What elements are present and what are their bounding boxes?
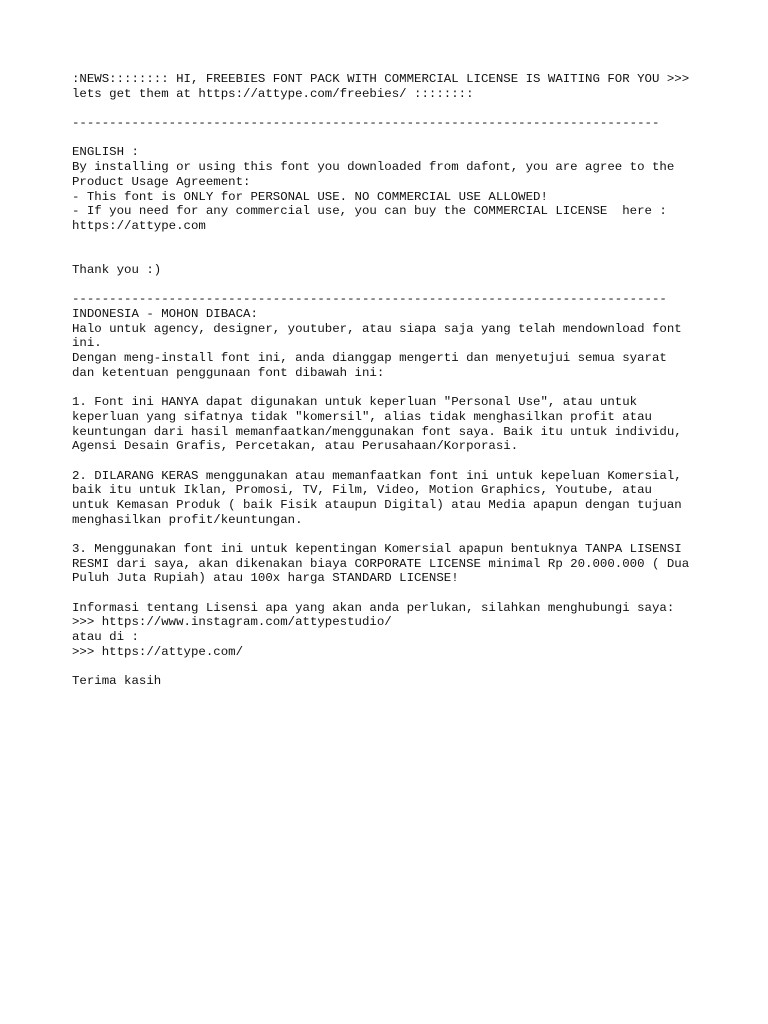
text-line: INDONESIA - MOHON DIBACA: [72, 307, 258, 321]
text-line: ini. [72, 336, 102, 351]
text-line: dan ketentuan penggunaan font dibawah ini: [72, 365, 385, 380]
text-line: untuk Kemasan Produk ( baik Fisik ataupun Digital) atau Media apapun dengan tujuan [72, 497, 682, 512]
blank-line [72, 101, 732, 116]
blank-line [72, 660, 732, 675]
license-document [72, 72, 732, 689]
blank-line [72, 454, 732, 469]
text-line: lets get them at https://attype.com/freebies/ :::::::: [72, 86, 474, 101]
text-line: https://attype.com [72, 218, 206, 233]
text-line: keperluan yang sifatnya tidak "komersil", alias tidak menghasilkan profit atau [72, 409, 652, 424]
text-line: atau di : [72, 630, 139, 645]
blank-line [72, 278, 732, 293]
blank-line [72, 380, 732, 395]
text-line: Terima kasih [72, 674, 162, 689]
text-line: - If you need for any commercial use, you can buy the COMMERCIAL LICENSE here : [72, 204, 667, 219]
text-line: 1. Font ini HANYA dapat digunakan untuk keperluan "Personal Use", atau untuk [72, 395, 638, 410]
text-line: 2. DILARANG KERAS menggunakan atau memanfaatkan font ini untuk kepeluan Komersial, [72, 468, 682, 483]
text-line: Halo untuk agency, designer, youtuber, atau siapa saja yang telah mendownload font [72, 321, 682, 336]
text-line: menghasilkan profit/keuntungan. [72, 512, 303, 527]
text-line: Product Usage Agreement: [72, 174, 251, 189]
text-line: Thank you :) [72, 262, 162, 277]
blank-line [72, 527, 732, 542]
blank-line [72, 248, 732, 263]
text-line: ENGLISH : [72, 145, 139, 160]
text-line: :NEWS:::::::: HI, FREEBIES FONT PACK WITH COMMERCIAL LICENSE IS WAITING FOR YOU >>> [72, 72, 690, 86]
text-line: - This font is ONLY for PERSONAL USE. NO COMMERCIAL USE ALLOWED! [72, 189, 548, 204]
text-line: By installing or using this font you downloaded from dafont, you are agree to the [72, 160, 675, 175]
text-line: Informasi tentang Lisensi apa yang akan anda perlukan, silahkan menghubungi saya: [72, 600, 675, 615]
text-line: Puluh Juta Rupiah) atau 100x harga STANDARD LICENSE! [72, 571, 459, 586]
blank-line [72, 234, 732, 249]
text-line: -------------------------------------------------------------------------------- [72, 292, 667, 307]
text-line: keuntungan dari hasil memanfaatkan/menggunakan font saya. Baik itu untuk individu, [72, 424, 682, 439]
blank-line [72, 131, 732, 146]
blank-line [72, 586, 732, 601]
text-line: 3. Menggunakan font ini untuk kepentingan Komersial apapun bentuknya TANPA LISENSI [72, 542, 682, 556]
text-line: baik itu untuk Iklan, Promosi, TV, Film, Video, Motion Graphics, Youtube, atau [72, 483, 652, 498]
text-line: RESMI dari saya, akan dikenakan biaya CORPORATE LICENSE minimal Rp 20.000.000 ( Dua [72, 556, 690, 571]
text-line: ------------------------------------------------------------------------------- [72, 116, 660, 131]
text-line: >>> https://attype.com/ [72, 644, 244, 659]
text-line: Agensi Desain Grafis, Percetakan, atau Perusahaan/Korporasi. [72, 439, 519, 454]
text-line: >>> https://www.instagram.com/attypestudio/ [72, 615, 392, 630]
text-line: Dengan meng-install font ini, anda dianggap mengerti dan menyetujui semua syarat [72, 351, 667, 366]
